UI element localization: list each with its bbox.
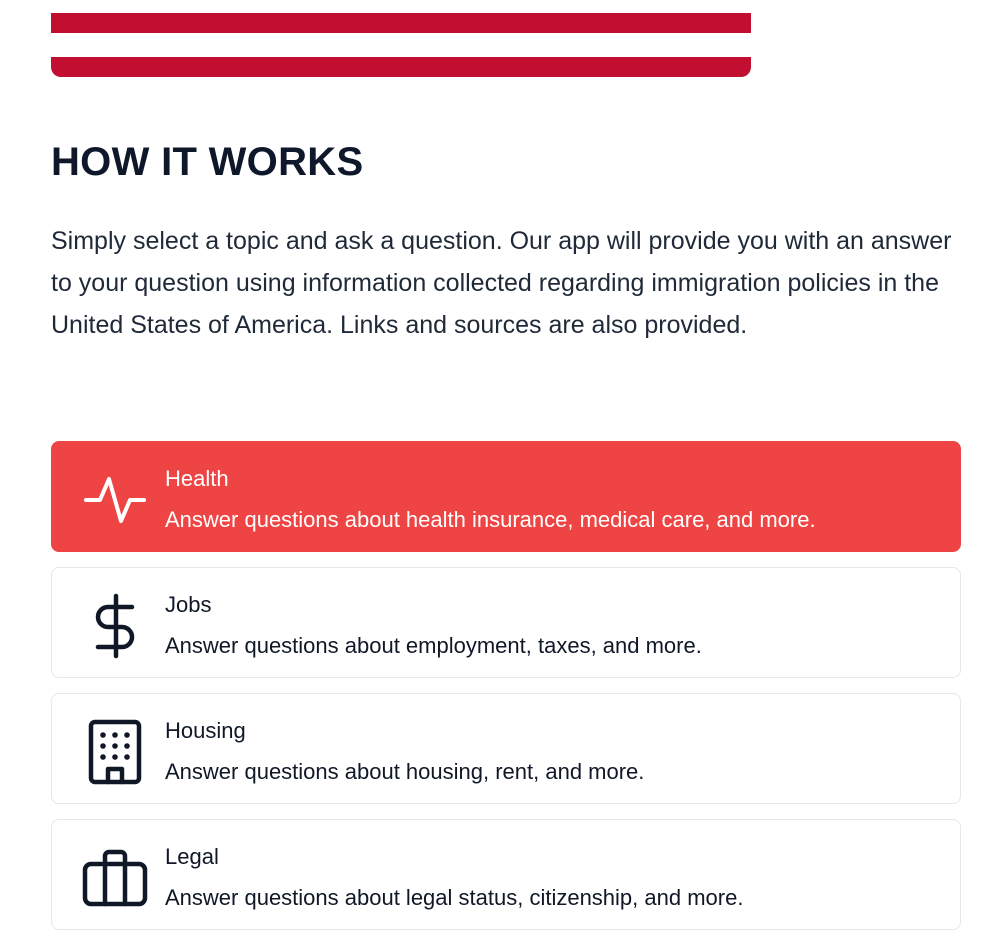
- topic-card-legal[interactable]: [51, 819, 961, 930]
- topic-title: Jobs: [165, 592, 212, 617]
- topic-title: Health: [165, 466, 229, 491]
- topic-card-health[interactable]: [51, 441, 961, 552]
- topic-title: Housing: [165, 718, 246, 743]
- briefcase-icon: [82, 845, 148, 911]
- flag-stripe-top: [51, 13, 751, 33]
- section-title: HOW IT WORKS: [51, 140, 364, 184]
- flag-stripe-bottom: [51, 57, 751, 77]
- topic-description: Answer questions about health insurance, medical care, and more.: [165, 507, 816, 532]
- topic-description: Answer questions about employment, taxes, and more.: [165, 633, 702, 658]
- topic-description: Answer questions about legal status, citizenship, and more.: [165, 885, 744, 910]
- topic-title: Legal: [165, 844, 219, 869]
- dollar-sign-icon: [82, 593, 148, 659]
- topic-card-housing[interactable]: [51, 693, 961, 804]
- topic-description: Answer questions about housing, rent, and more.: [165, 759, 645, 784]
- building-icon: [82, 719, 148, 785]
- topic-list: [51, 441, 961, 945]
- intro-paragraph: Simply select a topic and ask a question. Our app will provide you with an answer to your question using information collected regarding immigration policies in the United States of America. Links and sources are also provided.: [51, 227, 952, 339]
- topic-card-jobs[interactable]: [51, 567, 961, 678]
- activity-pulse-icon: [82, 467, 148, 533]
- flag-stripes-banner: [51, 0, 751, 77]
